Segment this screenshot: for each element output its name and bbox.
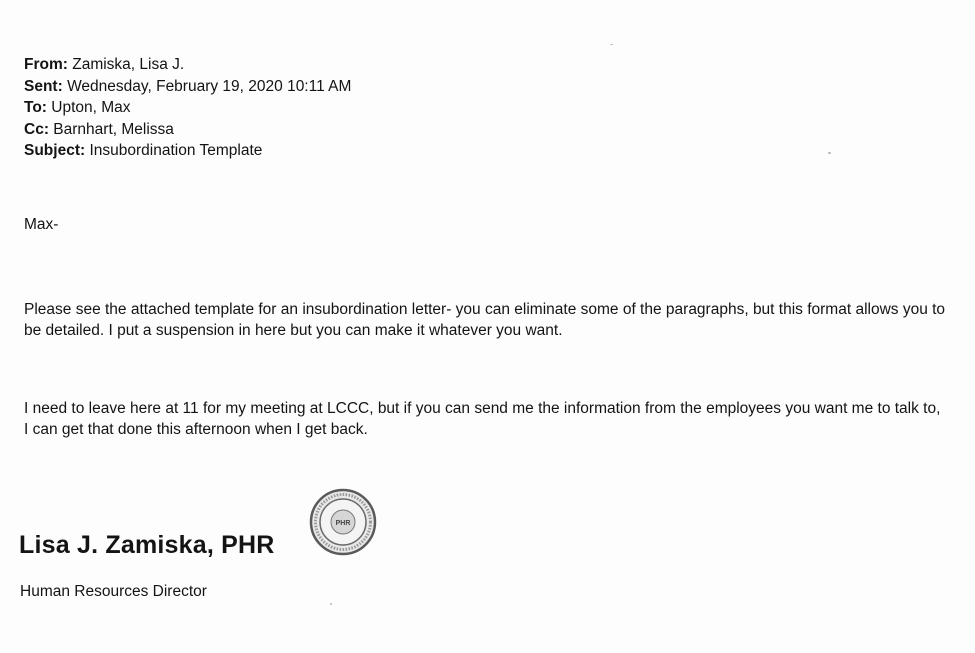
to-row <box>24 97 351 119</box>
scan-speck <box>610 44 613 45</box>
from-value: Zamiska, Lisa J. <box>72 56 185 73</box>
seal-text: PHR <box>335 520 351 527</box>
from-label: From: <box>24 56 68 73</box>
body-paragraph-1: Please see the attached template for an insubordination letter- you can eliminate some of the paragraphs, but this format allows you to be detailed. I put a suspension in here but you can make it whatever you want. <box>24 301 946 339</box>
to-value: Upton, Max <box>51 99 131 116</box>
body-paragraph-2: I need to leave here at 11 for my meeting at LCCC, but if you can send me the information from the employees you want me to talk to, I can get that done this afternoon when I get back. <box>24 400 941 438</box>
to-label: To: <box>24 99 47 116</box>
subject-label: Subject: <box>24 142 86 159</box>
cc-value: Barnhart, Melissa <box>53 120 174 138</box>
signature-title: Human Resources Director <box>20 583 207 600</box>
certification-seal-icon <box>309 488 377 556</box>
from-row <box>24 54 351 76</box>
signature-name: Lisa J. Zamiska, PHR <box>19 531 275 559</box>
sent-row <box>24 76 351 98</box>
sent-label: Sent: <box>24 77 63 95</box>
scan-speck <box>330 603 332 605</box>
sent-value: Wednesday, February 19, 2020 10:11 AM <box>67 77 352 95</box>
subject-value: Insubordination Template <box>89 142 263 159</box>
cc-label: Cc: <box>24 120 49 138</box>
email-header <box>24 54 351 162</box>
scan-speck <box>828 152 831 154</box>
greeting: Max- <box>24 216 59 233</box>
cc-row <box>24 119 351 141</box>
subject-row <box>24 140 351 162</box>
